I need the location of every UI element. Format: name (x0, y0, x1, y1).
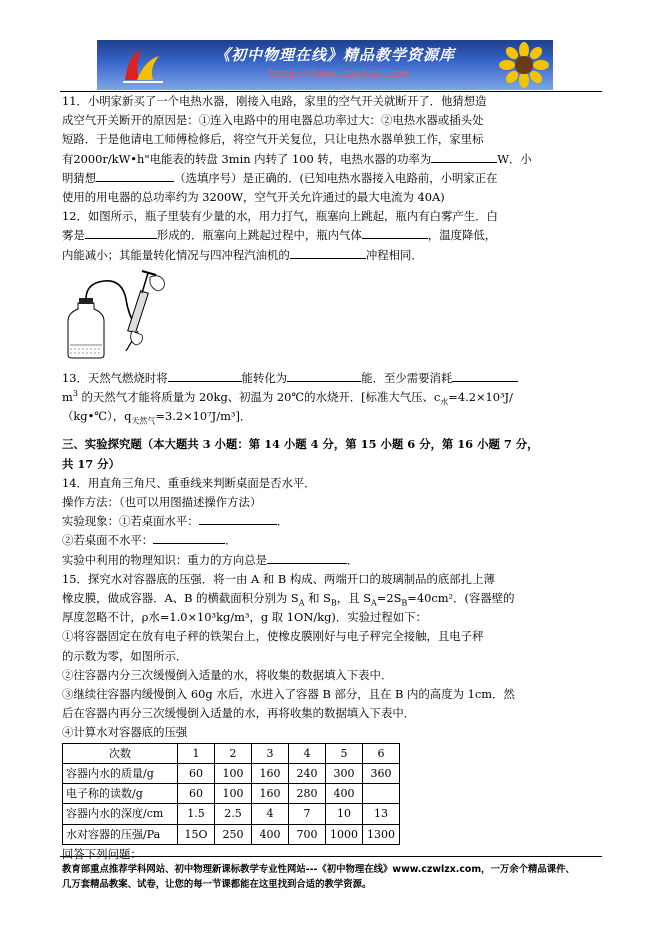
q15-subscript: B (401, 598, 408, 608)
table-cell: 1000 (326, 824, 363, 844)
header-title: 《初中物理在线》精品教学资源库 (215, 46, 456, 64)
q14-line-5 (62, 551, 602, 570)
q13-text: =3.2×10⁷J/m³]． (155, 409, 252, 424)
table-cell: 160 (252, 784, 289, 804)
q15-text: =40cm²．(容器壁的 (407, 591, 515, 606)
table-row-label: 电子称的读数/g (63, 784, 178, 804)
q14-line-4 (62, 531, 602, 550)
bottle-pump-illustration (64, 269, 174, 361)
answer-blank[interactable] (267, 551, 347, 564)
table-row (63, 784, 400, 804)
q15-text: =2S (376, 591, 402, 606)
q12-line-1: 12．如图所示，瓶子里装有少量的水，用力打气，瓶塞向上跳起，瓶内有白雾产生．白 (62, 209, 498, 224)
q12-text: 内能减小；其能量转化情况与四冲程汽油机的 (62, 247, 290, 262)
q14-text: 实验中利用的物理知识：重力的方向总是 (62, 552, 268, 567)
document-body (62, 92, 602, 864)
q12-text: 形成的．瓶塞向上跳起过程中，瓶内气体 (156, 228, 362, 243)
q15-line-3: 厚度忽略不计，ρ水=1.0×10³kg/m³，g 取 1ON/kg)．实验过程如下： (62, 610, 427, 625)
q15-text: 和 S (304, 591, 331, 606)
q14-text: ． (225, 533, 237, 548)
q13-line-2 (62, 388, 602, 407)
q15-text: 橡皮膜，做成容器．A、B 的横截面积分别为 S (62, 591, 299, 606)
footer (62, 862, 602, 892)
q14-line-1: 14．用直角三角尺、重垂线来判断桌面是否水平． (62, 475, 316, 490)
answer-blank[interactable] (287, 369, 361, 382)
table-header-cell: 3 (252, 743, 289, 763)
answer-blank[interactable] (96, 169, 174, 182)
q15-text: ，且 S (336, 591, 372, 606)
table-header-cell: 2 (215, 743, 252, 763)
table-cell: 60 (178, 763, 215, 783)
q15-subscript: A (298, 598, 305, 608)
q11-line-4 (62, 150, 602, 169)
table-cell: 10 (326, 804, 363, 824)
q13-superscript: 3 (72, 389, 78, 399)
table-cell: 100 (215, 763, 252, 783)
q13-text: 的天然气才能将质量为 20kg、初温为 20℃的水烧开．[标准大气压、c (77, 390, 441, 405)
q13-line-3 (62, 407, 602, 426)
answer-blank[interactable] (452, 369, 518, 382)
section-3-heading: 三、实验探究题（本大题共 3 小题：第 14 小题 4 分，第 15 小题 6 分，第 16 小题 7 分， (62, 437, 539, 452)
sunflower-icon (499, 42, 549, 88)
header-banner (97, 40, 553, 90)
table-cell: 400 (326, 784, 363, 804)
table-cell: 240 (289, 763, 326, 783)
section-3-heading-cont: 共 17 分） (62, 456, 120, 471)
q15-step-2: ②往容器内分三次缓慢倒入适量的水，将收集的数据填入下表中． (62, 667, 393, 682)
table-cell: 280 (289, 784, 326, 804)
q14-text: ． (347, 552, 359, 567)
q13-text: 能．至少需要消耗 (361, 370, 453, 385)
q13-text: （kg•℃），q (62, 409, 132, 424)
table-cell: 1.5 (178, 804, 215, 824)
q15-step-1b: 的示数为零，如图所示． (62, 648, 188, 663)
q13-subscript: 水 (440, 397, 449, 407)
q15-line-1: 15．探究水对容器底的压强．将一由 A 和 B 构成、两端开口的玻璃制品的底部扎上薄 (62, 571, 495, 586)
table-cell: 400 (252, 824, 289, 844)
answer-blank[interactable] (431, 150, 497, 163)
table-cell: 13 (363, 804, 400, 824)
table-cell: 160 (252, 763, 289, 783)
table-cell: 7 (289, 804, 326, 824)
table-cell: 100 (215, 784, 252, 804)
table-cell: 60 (178, 784, 215, 804)
table-cell: 360 (363, 763, 400, 783)
q11-text: W．小 (497, 151, 532, 166)
logo-icon (119, 46, 167, 86)
table-row-label: 水对容器的压强/Pa (63, 824, 178, 844)
q15-step-3b: 后在容器内再分三次缓慢倒入适量的水，再将收集的数据填入下表中． (62, 706, 416, 721)
table-row-label: 容器内水的质量/g (63, 763, 178, 783)
bottle-pump-figure (64, 269, 174, 361)
q11-text: （选填序号）是正确的．(已知电热水器接入电路前，小明家正在 (174, 170, 498, 185)
answer-blank[interactable] (153, 531, 225, 544)
q11-line-5 (62, 169, 602, 188)
answer-blank[interactable] (362, 226, 428, 239)
q11-line-2: 成空气开关断开的原因是：①连入电路中的用电器总功率过大：②电热水器或插头处 (62, 113, 484, 128)
q11-text: 有2000r/kW•h"电能表的转盘 3min 内转了 100 转，电热水器的功率为 (62, 151, 432, 166)
q15-subscript: A (371, 598, 377, 608)
table-header-label: 次数 (63, 743, 178, 763)
table-header-cell: 5 (326, 743, 363, 763)
q12-line-3 (62, 246, 602, 265)
table-cell: 15O (178, 824, 215, 844)
answer-blank[interactable] (85, 226, 157, 239)
q14-text: 实验现象：①若桌面水平： (62, 514, 199, 529)
q14-line-3 (62, 512, 602, 531)
q13-line-1 (62, 369, 602, 388)
table-header-cell: 1 (178, 743, 215, 763)
answer-blank[interactable] (199, 512, 277, 525)
table-cell: 250 (215, 824, 252, 844)
answer-blank[interactable] (168, 369, 242, 382)
q13-subscript: 天然气 (131, 416, 156, 426)
q14-line-2: 操作方法：（也可以用图描述操作方法） (62, 495, 262, 510)
q15-subscript: B (330, 598, 337, 608)
table-row (63, 824, 400, 844)
q11-line-3: 短路．于是他请电工师傅检修后，将空气开关复位，只让电热水器单独工作，家里标 (62, 132, 484, 147)
table-cell: 300 (326, 763, 363, 783)
q15-step-3a: ③继续往容器内缓慢倒入 60g 水后，水进入了容器 B 部分，且在 B 内的高度为 1cm．然 (62, 687, 515, 702)
q15-step-1a: ①将容器固定在放有电子秤的铁架台上，使橡皮膜刚好与电子秤完全接触，且电子秤 (62, 629, 484, 644)
footer-rule (60, 856, 602, 857)
q13-text: 能转化为 (241, 370, 288, 385)
table-cell: 4 (252, 804, 289, 824)
q12-line-2 (62, 226, 602, 245)
q11-line-1: 11．小明家新买了一个电热水器，刚接入电路，家里的空气开关就断开了．他猜想造 (62, 94, 487, 108)
q12-text: ，温度降低， (427, 228, 497, 243)
table-row-label: 容器内水的深度/cm (63, 804, 178, 824)
footer-line-2: 几万套精品教案、试卷，让您的每一节课都能在这里找到合适的教学资源。 (62, 879, 372, 890)
q13-text: =4.2×10³J/ (448, 390, 513, 405)
q15-line-2 (62, 589, 602, 608)
table-row (63, 804, 400, 824)
table-cell: 2.5 (215, 804, 252, 824)
data-table (62, 743, 400, 845)
answer-blank[interactable] (290, 246, 366, 259)
q12-text: 雾是 (62, 228, 85, 243)
q11-line-6: 使用的用电器的总功率约为 3200W，空气开关允许通过的最大电流为 40A) (62, 190, 445, 205)
q11-text: 明猜想 (62, 170, 97, 185)
table-header-row (63, 743, 400, 763)
q13-text: 13．天然气燃烧时将 (62, 370, 168, 385)
q14-text: ②若桌面不水平： (62, 533, 154, 548)
table-row (63, 763, 400, 783)
table-cell: 700 (289, 824, 326, 844)
table-header-cell: 4 (289, 743, 326, 763)
q15-step-4: ④计算水对容器底的压强 (62, 725, 188, 740)
q14-text: ． (276, 514, 289, 529)
header-url[interactable]: http://www.czwlzx.com (269, 67, 409, 80)
q13-text: m (62, 390, 73, 405)
q15-answer-prompt: 回答下列问题： (62, 846, 142, 861)
table-cell: 1300 (363, 824, 400, 844)
table-cell-empty[interactable] (363, 784, 400, 804)
footer-line-1: 教育部重点推荐学科网站、初中物理新课标教学专业性网站---《初中物理在线》www.czwlzx.com，一万余个精品课件、 (62, 864, 575, 875)
q12-text: 冲程相同． (365, 247, 423, 262)
table-header-cell: 6 (363, 743, 400, 763)
